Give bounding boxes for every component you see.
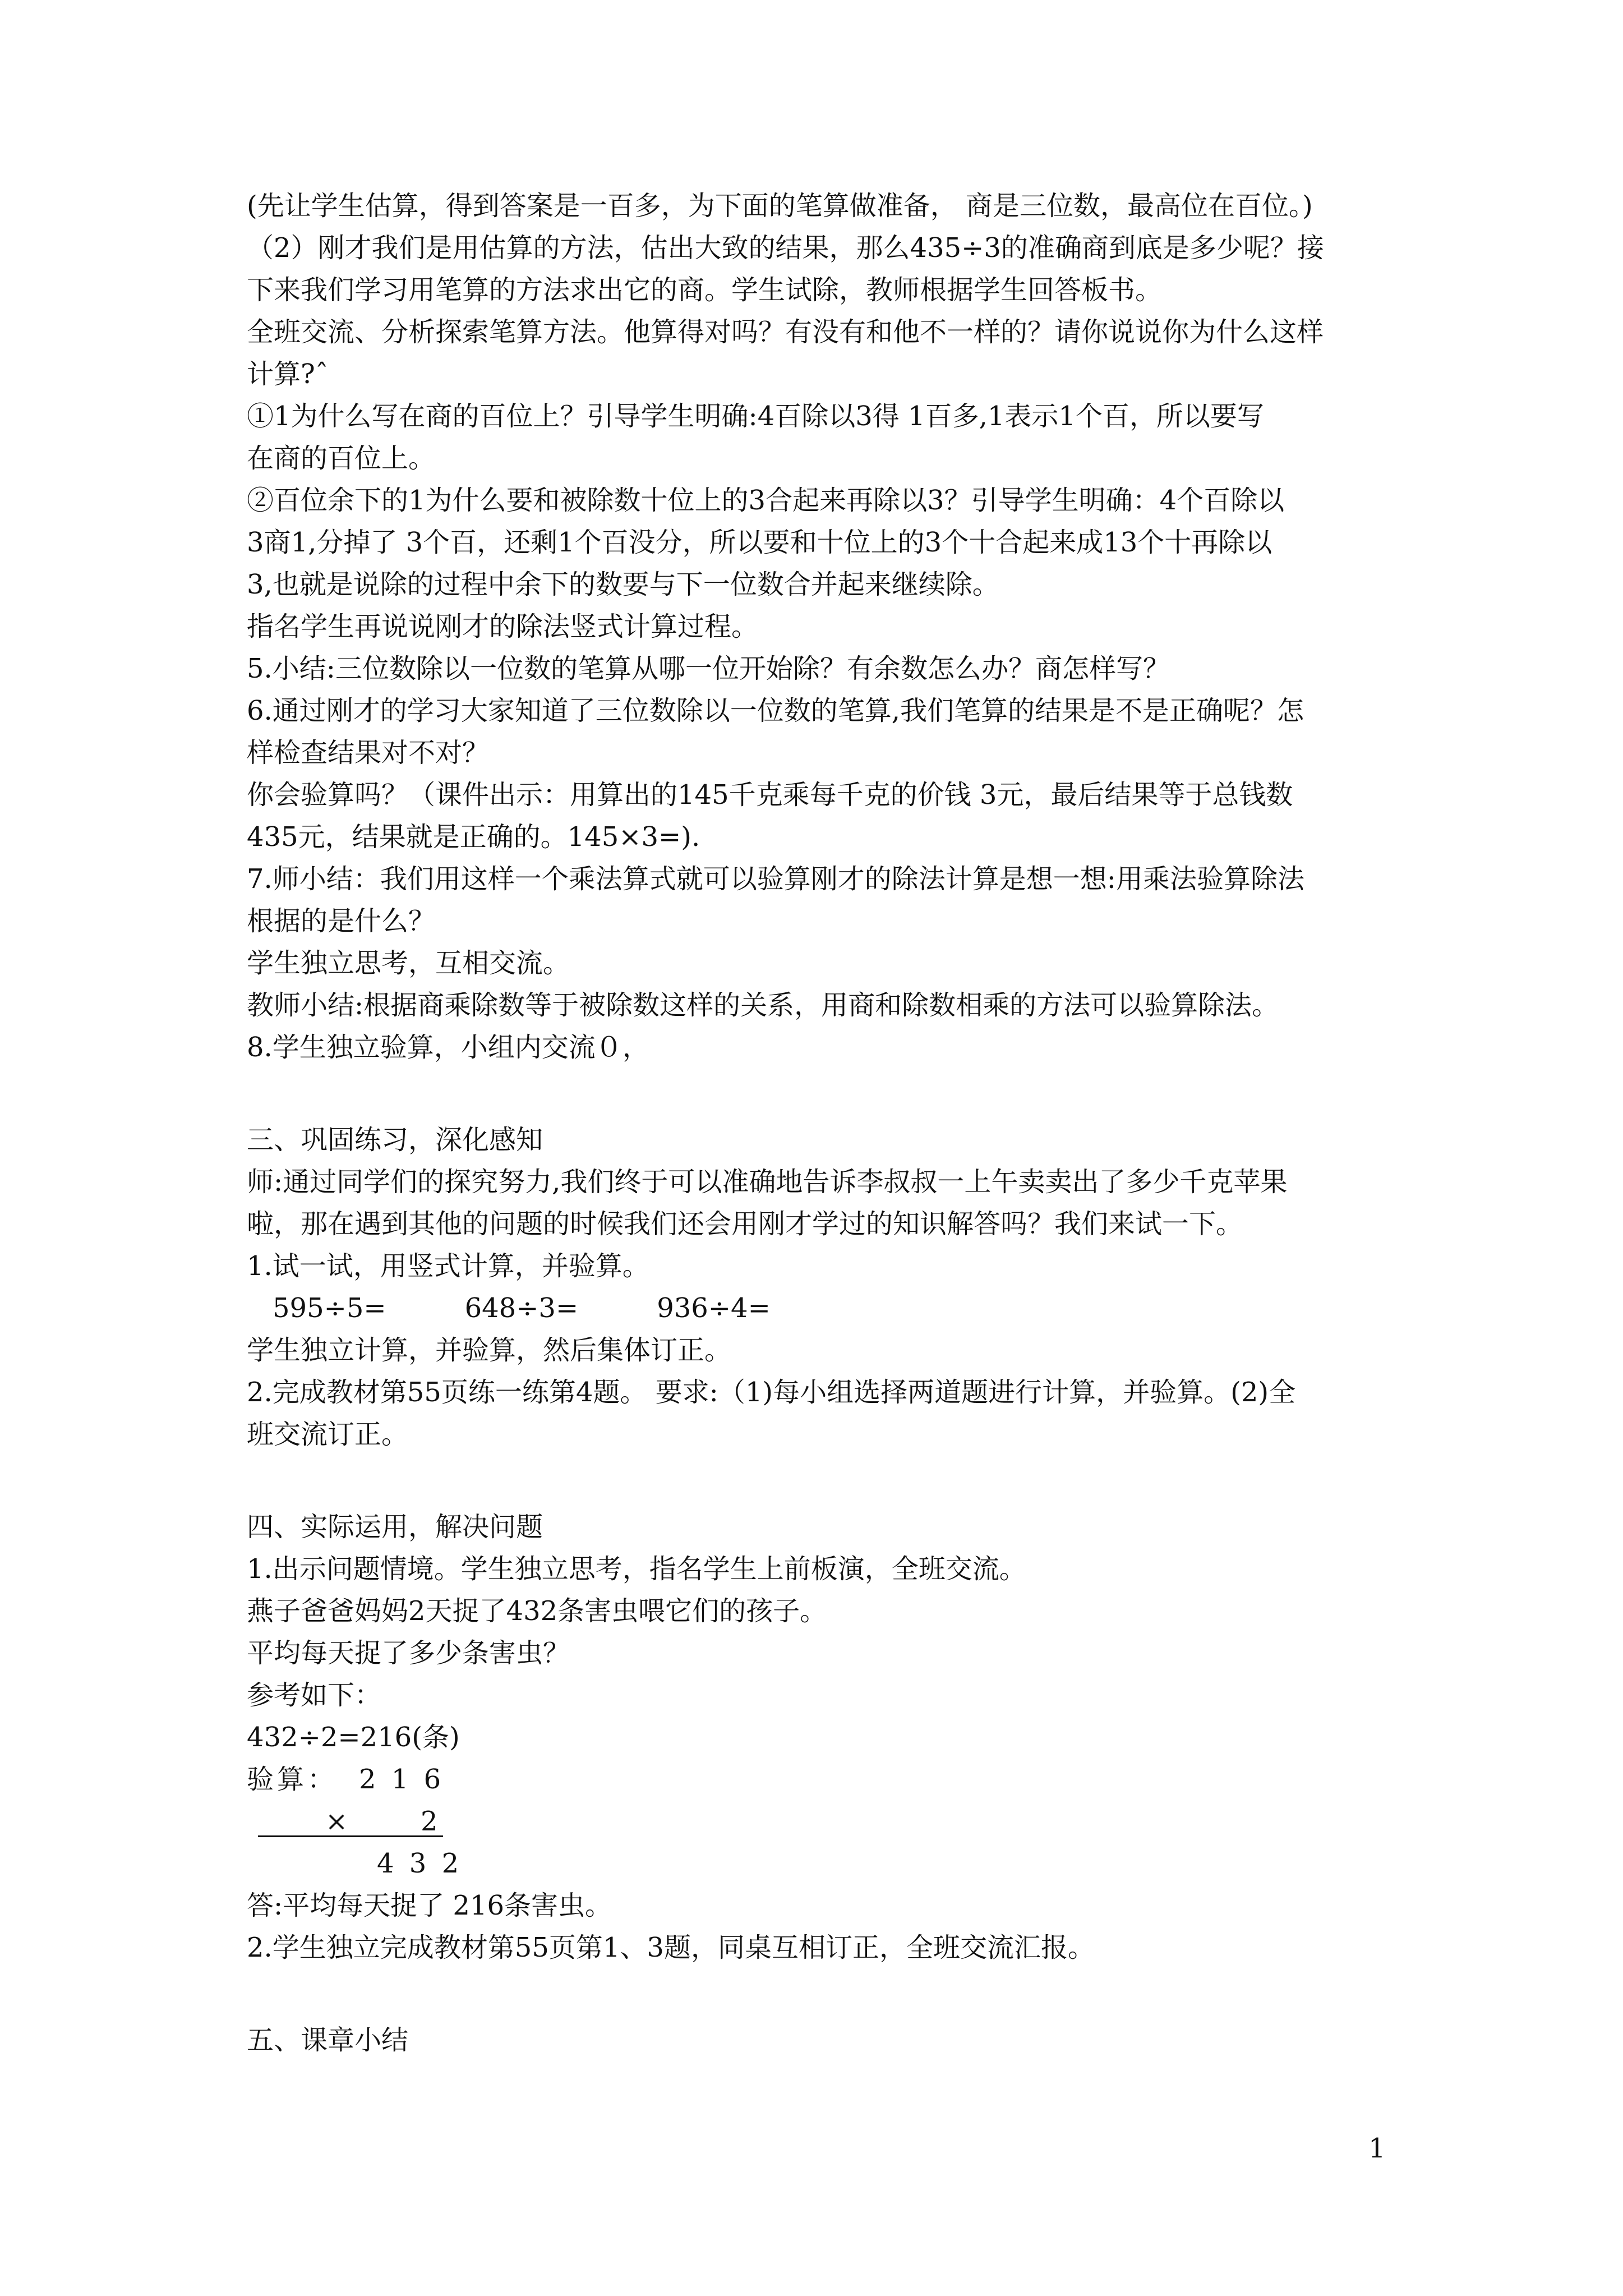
text-line: 样检查结果对不对？ [247,737,490,769]
verification-multiplicand: 2 1 6 [359,1764,445,1795]
text-line: 答:平均每天捉了 216条害虫。 [247,1890,612,1921]
text-line: 参考如下： [247,1680,382,1711]
text-line: 班交流订正。 [247,1419,409,1450]
problem-item: 936÷4= [657,1292,771,1324]
verification-result-row [247,1843,1402,1885]
verification-product: 4 3 2 [377,1848,463,1879]
section-heading: 三、巩固练习，深化感知 [247,1124,543,1156]
text-line: 5.小结:三位数除以一位数的笔算从哪一位开始除？有余数怎么办？商怎样写？ [247,653,1170,684]
text-line: 学生独立计算，并验算，然后集体订正。 [247,1335,732,1366]
text-line: 3商1,分掉了 3个百，还剩1个百没分，所以要和十位上的3个十合起来成13个十再除以 [247,527,1272,558]
practice-problems [247,1287,1402,1329]
text-line: 1.出示问题情境。学生独立思考，指名学生上前板演，全班交流。 [247,1553,1026,1585]
text-line: 在商的百位上。 [247,443,436,474]
section-gap [247,1969,1402,2019]
multiply-sign: × [325,1806,352,1837]
section-gap [247,1456,1402,1506]
text-line: 下来我们学习用笔算的方法求出它的商。学生试除，教师根据学生回答板书。 [247,274,1163,306]
text-line: 1.试一试，用竖式计算，并验算。 [247,1250,649,1282]
text-line: ②百位余下的1为什么要和被除数十位上的3合起来再除以3？引导学生明确：4个百除以 [247,485,1285,516]
section-heading: 四、实际运用，解决问题 [247,1511,543,1543]
verification-row [247,1759,1402,1801]
text-line: ①1为什么写在商的百位上？引导学生明确:4百除以3得 1百多,1表示1个百，所以要写 [247,401,1264,432]
page-number: 1 [1368,2133,1386,2164]
verification-multiply-row [247,1801,1402,1843]
text-line: 根据的是什么？ [247,905,436,937]
text-line: 平均每天捉了多少条害虫？ [247,1637,570,1669]
text-line: 教师小结:根据商乘除数等于被除数这样的关系，用商和除数相乘的方法可以验算除法。 [247,990,1279,1021]
text-line: 你会验算吗？（课件出示：用算出的145千克乘每千克的价钱 3元，最后结果等于总钱数 [247,779,1293,811]
text-line: 432÷2=216(条) [247,1722,460,1753]
text-line: 计算?ˆ [247,358,329,390]
section-heading: 五、课章小结 [247,2024,409,2056]
verification-label: 验算： [247,1764,338,1795]
text-line: 8.学生独立验算，小组内交流０， [247,1032,649,1063]
text-line: 7.师小结：我们用这样一个乘法算式就可以验算刚才的除法计算是想一想:用乘法验算除法 [247,863,1304,895]
problem-item: 648÷3= [464,1292,579,1324]
text-line: 全班交流、分析探索笔算方法。他算得对吗？有没有和他不一样的？请你说说你为什么这样 [247,316,1324,348]
text-line: 啦，那在遇到其他的问题的时候我们还会用刚才学过的知识解答吗？我们来试一下。 [247,1208,1243,1240]
calculation-line [258,1835,443,1837]
text-line: 435元，结果就是正确的。145×3=). [247,821,700,853]
text-line: 2.学生独立完成教材第55页第1、3题，同桌互相订正，全班交流汇报。 [247,1932,1095,1963]
text-line: (先让学生估算，得到答案是一百多，为下面的笔算做准备， 商是三位数，最高位在百位。) [247,190,1313,222]
document-body [247,185,1402,2062]
text-line: 燕子爸爸妈妈2天捉了432条害虫喂它们的孩子。 [247,1595,827,1627]
text-line: 指名学生再说说刚才的除法竖式计算过程。 [247,611,759,642]
text-line: 师:通过同学们的探究努力,我们终于可以准确地告诉李叔叔一上午卖卖出了多少千克苹果 [247,1166,1288,1198]
text-line: 2.完成教材第55页练一练第4题。 要求:（1)每小组选择两道题进行计算，并验算。(2)全 [247,1377,1296,1408]
section-gap [247,1069,1402,1119]
text-line: （2）刚才我们是用估算的方法，估出大致的结果，那么435÷3的准确商到底是多少呢？接 [247,232,1324,264]
text-line: 学生独立思考，互相交流。 [247,947,570,979]
problem-item: 595÷5= [273,1292,386,1324]
text-line: 6.通过刚才的学习大家知道了三位数除以一位数的笔算,我们笔算的结果是不是正确呢？怎 [247,695,1304,726]
text-line: 3,也就是说除的过程中余下的数要与下一位数合并起来继续除。 [247,569,999,600]
verification-multiplier: 2 [421,1806,441,1837]
